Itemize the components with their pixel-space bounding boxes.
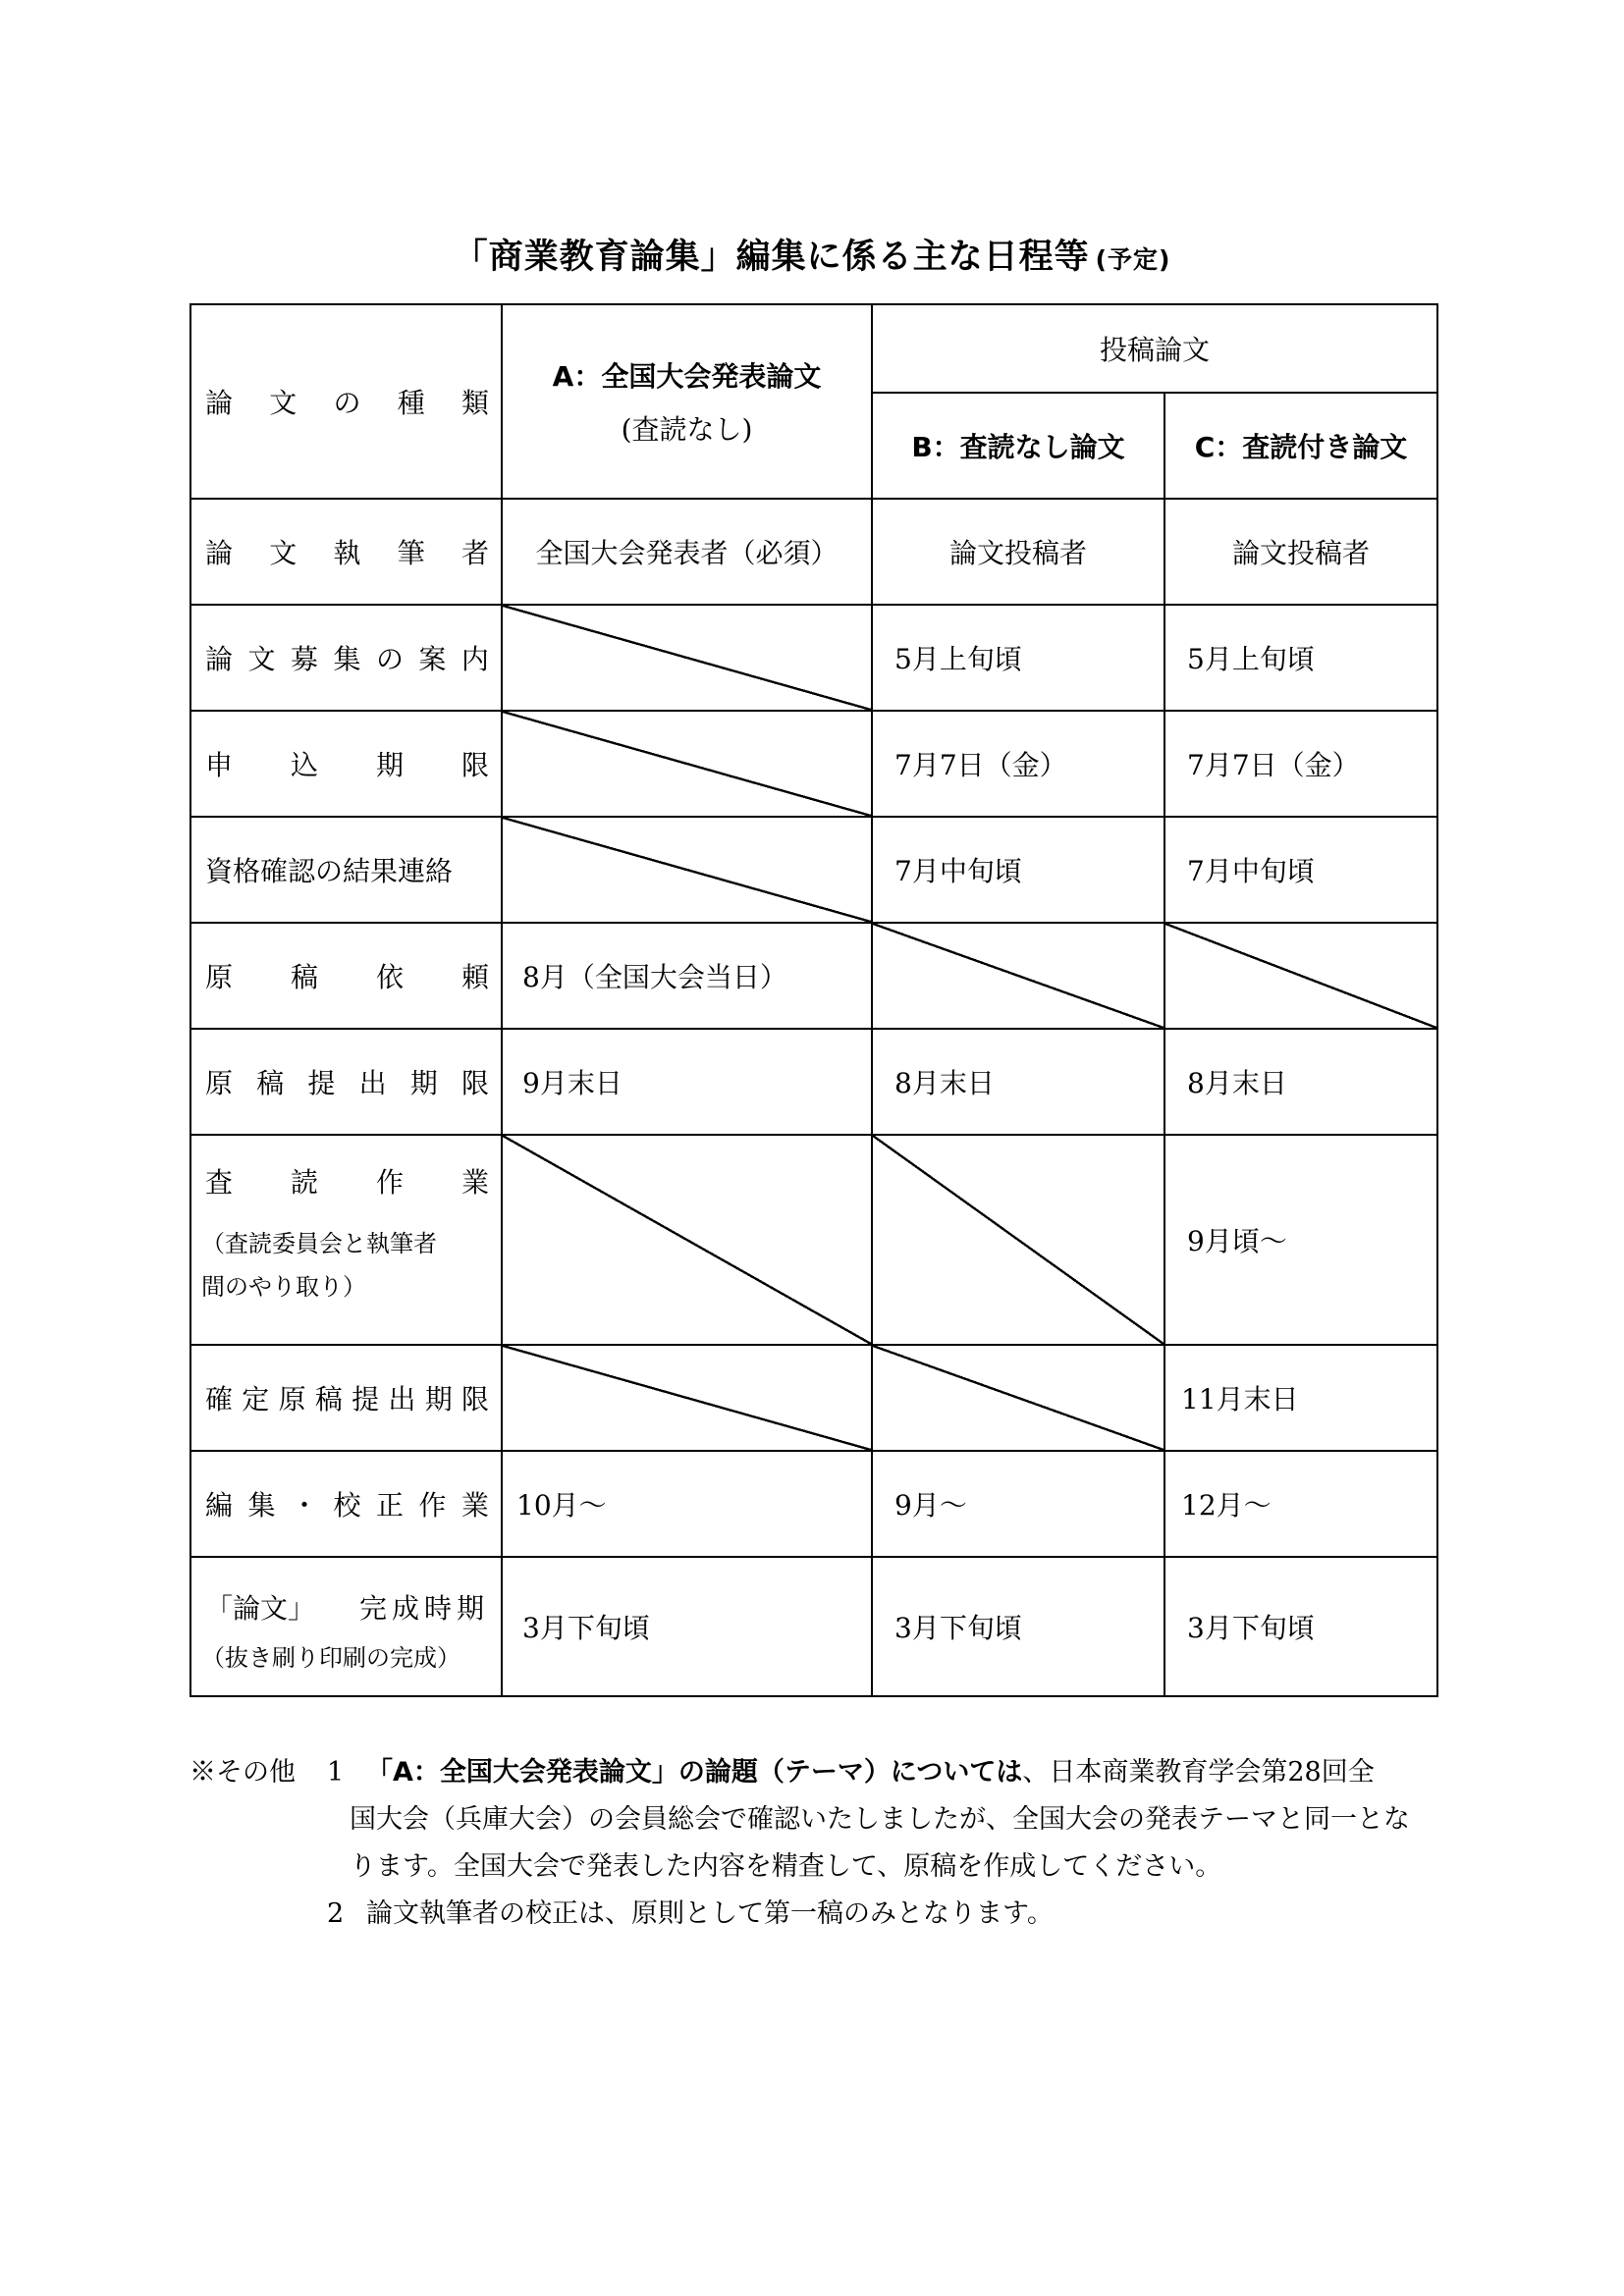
cell-b: 5月上旬頃 xyxy=(872,605,1164,711)
cell-c: 3月下旬頃 xyxy=(1164,1557,1437,1696)
row-label-sub: 間のやり取り） xyxy=(201,1273,366,1301)
note-number: 2 xyxy=(327,1898,345,1929)
header-col-a-sub: (査読なし) xyxy=(621,413,753,446)
cell-a-not-applicable xyxy=(502,711,872,817)
notes xyxy=(189,1749,1456,1938)
cell-a: 全国大会発表者（必須） xyxy=(502,499,872,605)
cell-c: 9月頃～ xyxy=(1164,1135,1437,1345)
cell-a-not-applicable xyxy=(502,1135,872,1345)
header-col-a-title: A：全国大会発表論文 xyxy=(552,360,822,393)
cell-c: 12月～ xyxy=(1164,1451,1437,1557)
cell-a-not-applicable xyxy=(502,605,872,711)
table-row xyxy=(190,1135,1437,1345)
note-2-text: 論文執筆者の校正は、原則として第一稿のみとなります。 xyxy=(366,1898,1054,1929)
cell-b-not-applicable xyxy=(872,1345,1164,1451)
cell-b-not-applicable xyxy=(872,1135,1164,1345)
table-row xyxy=(190,499,1437,605)
table-row xyxy=(190,605,1437,711)
row-label: 原 稿 依 頼 xyxy=(190,923,502,1029)
cell-c: 11月末日 xyxy=(1164,1345,1437,1451)
row-label: 論 文 執 筆 者 xyxy=(190,499,502,605)
notes-prefix: ※その他 xyxy=(189,1757,296,1788)
row-label: 編 集 ・ 校 正 作 業 xyxy=(190,1451,502,1557)
cell-b: 7月中旬頃 xyxy=(872,817,1164,923)
header-group: 投稿論文 xyxy=(872,304,1437,393)
title-note: (予定) xyxy=(1095,245,1171,274)
note-2 xyxy=(189,1891,1456,1938)
note-number: 1 xyxy=(327,1757,345,1788)
cell-b-not-applicable xyxy=(872,923,1164,1029)
note-1-bold: 「A：全国大会発表論文」の論題（テーマ）については xyxy=(366,1757,1023,1788)
note-1-rest: 、日本商業教育学会第28回全 xyxy=(1022,1757,1375,1788)
header-row-label: 論 文 の 種 類 xyxy=(190,304,502,499)
header-col-b: B：査読なし論文 xyxy=(872,393,1164,499)
cell-c: 論文投稿者 xyxy=(1164,499,1437,605)
cell-b: 3月下旬頃 xyxy=(872,1557,1164,1696)
row-label: 原 稿 提 出 期 限 xyxy=(190,1029,502,1135)
row-label: 資格確認の結果連絡 xyxy=(190,817,502,923)
row-label-sub: （査読委員会と執筆者 xyxy=(201,1230,437,1257)
cell-b: 9月～ xyxy=(872,1451,1164,1557)
cell-c-not-applicable xyxy=(1164,923,1437,1029)
table-row xyxy=(190,1557,1437,1696)
cell-a: 10月～ xyxy=(502,1451,872,1557)
header-col-a xyxy=(502,304,872,499)
note-1-line-3: ります。全国大会で発表した内容を精査して、原稿を作成してください。 xyxy=(350,1851,1222,1882)
row-label: 論 文 募 集 の 案 内 xyxy=(190,605,502,711)
cell-b: 7月7日（金） xyxy=(872,711,1164,817)
row-label: 「論文」 完成時期 （抜き刷り印刷の完成） xyxy=(190,1557,502,1696)
cell-a: 9月末日 xyxy=(502,1029,872,1135)
schedule-table xyxy=(189,303,1438,1697)
cell-a: 3月下旬頃 xyxy=(502,1557,872,1696)
table-row xyxy=(190,923,1437,1029)
row-label: 申 込 期 限 xyxy=(190,711,502,817)
cell-a: 8月（全国大会当日） xyxy=(502,923,872,1029)
row-label: 査 読 作 業 （査読委員会と執筆者 間のやり取り） xyxy=(190,1135,502,1345)
note-1 xyxy=(189,1749,1456,1796)
table-row xyxy=(190,1451,1437,1557)
cell-c: 7月7日（金） xyxy=(1164,711,1437,817)
cell-c: 8月末日 xyxy=(1164,1029,1437,1135)
header-row-1 xyxy=(190,304,1437,393)
cell-b: 8月末日 xyxy=(872,1029,1164,1135)
header-col-c: C：査読付き論文 xyxy=(1164,393,1437,499)
cell-b: 論文投稿者 xyxy=(872,499,1164,605)
table-row xyxy=(190,817,1437,923)
cell-a-not-applicable xyxy=(502,1345,872,1451)
table-row xyxy=(190,1029,1437,1135)
title-main: 「商業教育論集」編集に係る主な日程等 xyxy=(453,238,1090,277)
row-label: 確 定 原 稿 提 出 期 限 xyxy=(190,1345,502,1451)
cell-a-not-applicable xyxy=(502,817,872,923)
row-label-sub: （抜き刷り印刷の完成） xyxy=(201,1644,460,1672)
cell-c: 5月上旬頃 xyxy=(1164,605,1437,711)
page-title xyxy=(0,230,1624,279)
note-1-line-2: 国大会（兵庫大会）の会員総会で確認いたしましたが、全国大会の発表テーマと同一とな xyxy=(350,1804,1410,1835)
cell-c: 7月中旬頃 xyxy=(1164,817,1437,923)
table-row xyxy=(190,711,1437,817)
table-row xyxy=(190,1345,1437,1451)
